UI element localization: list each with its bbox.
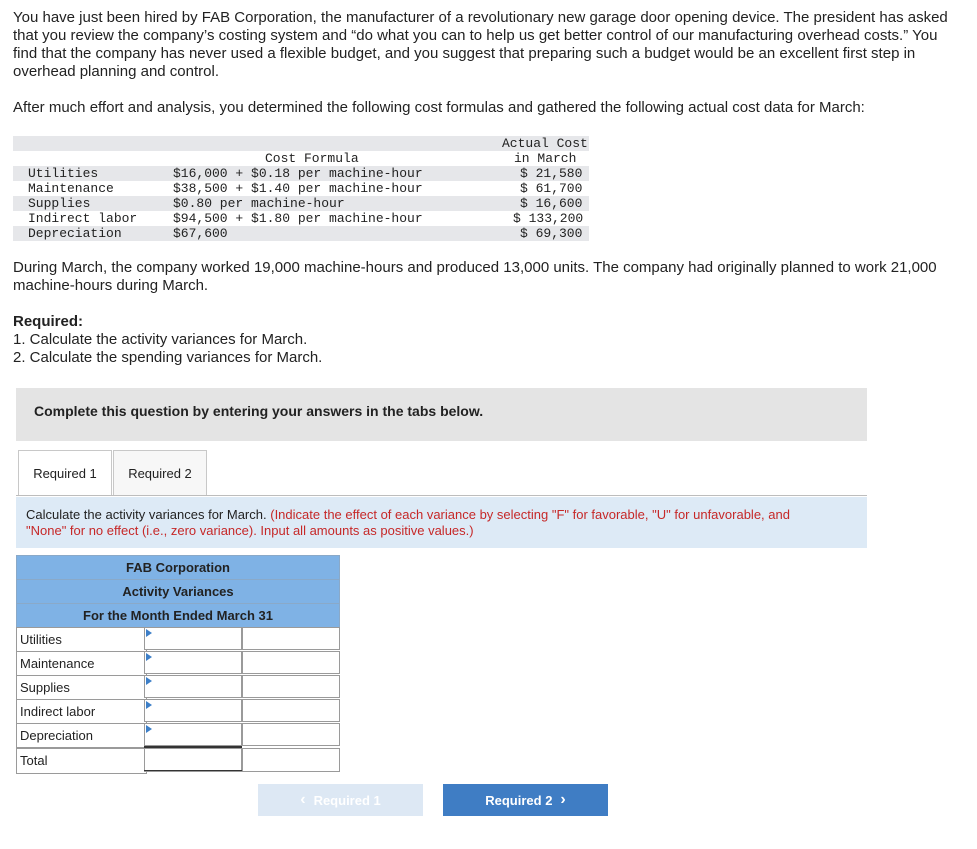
march-activity-paragraph: During March, the company worked 19,000 machine-hours and produced 13,000 units. The company had originally planned to work 21,000 machine-hours during March.	[13, 259, 937, 294]
row-label: Depreciation	[16, 723, 147, 748]
row-actual: $ 16,600	[520, 196, 583, 211]
effect-select[interactable]	[242, 675, 340, 698]
row-actual: $ 133,200	[513, 211, 584, 226]
table-row	[16, 699, 340, 723]
next-required-button[interactable]	[443, 784, 608, 816]
instruction-text: Complete this question by entering your answers in the tabs below.	[34, 403, 484, 419]
table-title-period: For the Month Ended March 31	[16, 603, 340, 628]
table-row-total	[16, 748, 340, 772]
row-label: Maintenance	[16, 651, 147, 676]
row-formula: $0.80 per machine-hour	[173, 196, 345, 211]
header-in-march: in March	[514, 151, 577, 166]
effect-select[interactable]	[242, 651, 340, 674]
table-row	[16, 651, 340, 675]
row-formula: $16,000 + $0.18 per machine-hour	[173, 166, 423, 181]
effect-select[interactable]	[242, 723, 340, 746]
row-item: Indirect labor	[28, 211, 138, 226]
effect-select[interactable]	[242, 699, 340, 722]
intro-paragraph: You have just been hired by FAB Corporation, the manufacturer of a revolutionary new garage door opening device. The president has asked that you review the company’s costing system and “do what you can to help us get better control of our manufacturing overhead costs.” You find that the company has never used a flexible budget, and you suggest that preparing such a budget would be an excellent first step in overhead planning and control.	[13, 9, 948, 80]
table-title-report: Activity Variances	[16, 579, 340, 604]
instruction-text-block	[26, 507, 826, 539]
effect-select[interactable]	[242, 627, 340, 650]
total-rule	[144, 770, 242, 771]
required-item: 1. Calculate the activity variances for March.	[13, 331, 308, 348]
row-label: Utilities	[16, 627, 147, 652]
tab-label: Required 1	[33, 466, 97, 481]
dropdown-indicator-icon	[146, 629, 152, 637]
header-cost-formula: Cost Formula	[265, 151, 359, 166]
row-actual: $ 21,580	[520, 166, 583, 181]
amount-input[interactable]	[144, 699, 242, 722]
dropdown-indicator-icon	[146, 653, 152, 661]
row-label: Total	[16, 748, 147, 774]
prev-required-button[interactable]	[258, 784, 423, 816]
row-formula: $38,500 + $1.40 per machine-hour	[173, 181, 423, 196]
amount-input[interactable]	[144, 675, 242, 698]
total-amount-input[interactable]	[144, 748, 242, 772]
calc-note: (Indicate the effect of each variance by selecting "F" for favorable, "U" for unfavorable, and "None" for no effect (i.e., zero variance). Input all amounts as positive values.)	[26, 507, 790, 538]
row-item: Depreciation	[28, 226, 122, 241]
row-formula: $94,500 + $1.80 per machine-hour	[173, 211, 423, 226]
total-effect-select[interactable]	[242, 748, 340, 772]
row-label: Indirect labor	[16, 699, 147, 724]
prev-button-label: Required 1	[313, 792, 381, 808]
row-actual: $ 61,700	[520, 181, 583, 196]
table-row	[16, 675, 340, 699]
required-heading: Required:	[13, 313, 84, 330]
chevron-right-icon: ›	[560, 791, 566, 808]
tab-required-2[interactable]	[113, 450, 207, 496]
row-label: Supplies	[16, 675, 147, 700]
row-formula: $67,600	[173, 226, 228, 241]
amount-input[interactable]	[144, 723, 242, 746]
table-row	[16, 627, 340, 651]
amount-input[interactable]	[144, 651, 242, 674]
row-item: Utilities	[28, 166, 99, 181]
dropdown-indicator-icon	[146, 725, 152, 733]
amount-input[interactable]	[144, 627, 242, 650]
chevron-left-icon: ‹	[300, 791, 306, 808]
row-actual: $ 69,300	[520, 226, 583, 241]
table-title-company: FAB Corporation	[16, 555, 340, 580]
row-item: Maintenance	[28, 181, 114, 196]
required-item: 2. Calculate the spending variances for March.	[13, 349, 323, 366]
dropdown-indicator-icon	[146, 701, 152, 709]
tab-required-1[interactable]	[18, 450, 112, 496]
header-actual-cost: Actual Cost	[502, 136, 588, 151]
next-button-label: Required 2	[485, 792, 553, 808]
cost-formula-table	[13, 136, 589, 243]
dropdown-indicator-icon	[146, 677, 152, 685]
instruction-bar	[16, 388, 867, 441]
table-row	[16, 723, 340, 747]
row-item: Supplies	[28, 196, 91, 211]
question-instructions	[16, 497, 867, 548]
tab-divider	[16, 495, 867, 496]
calc-text: Calculate the activity variances for March.	[26, 507, 267, 522]
tab-label: Required 2	[128, 466, 192, 481]
data-intro-paragraph: After much effort and analysis, you determined the following cost formulas and gathered the following actual cost data for March:	[13, 99, 865, 116]
